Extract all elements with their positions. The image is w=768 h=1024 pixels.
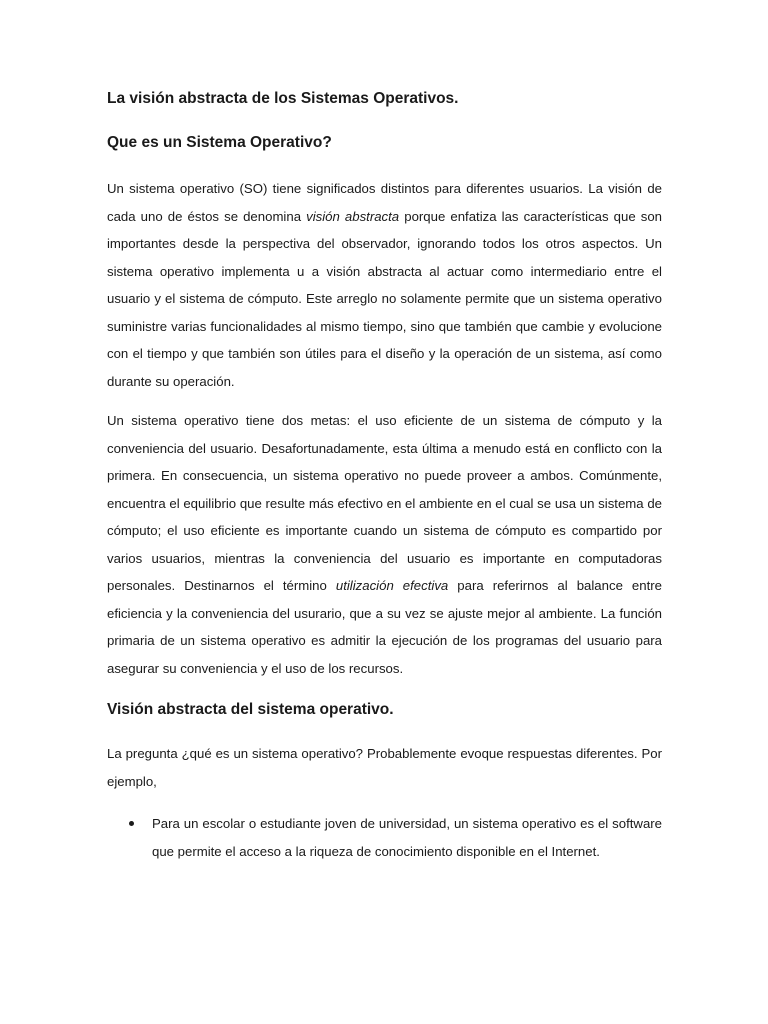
paragraph-goals — [107, 407, 662, 682]
section-heading-vision-abstracta: Visión abstracta del sistema operativo. — [107, 701, 394, 718]
paragraph-definition — [107, 175, 662, 395]
paragraph-question: La pregunta ¿qué es un sistema operativo? Probablemente evoque respuestas diferentes. Por ejemplo, — [107, 746, 662, 789]
emphasis-utilizacion-efectiva: utilización efectiva — [335, 578, 449, 593]
list-item — [107, 810, 662, 865]
paragraph-text: Un sistema operativo tiene dos metas: el uso eficiente de un sistema de cómputo y la conveniencia del usuario. Desafortunadamente, esta última a menudo está en conflicto con la primera. En consecuencia, un sistema operativo no puede proveer a ambos. Comúnmente, encuentra el equilibrio que resulte más efectivo en el ambiente en el cual se usa un sistema de cómputo; el uso eficiente es importante cuando un sistema de cómputo es compartido por varios usuarios, mientras la conveniencia del usuario es importante en computadoras personales. Destinarnos el término — [107, 413, 662, 593]
emphasis-vision-abstracta: visión abstracta — [306, 208, 400, 224]
list-item-text: Para un escolar o estudiante joven de universidad, un sistema operativo es el software que permite el acceso a la riqueza de conocimiento disponible en el Internet. — [152, 816, 662, 859]
paragraph-text: para referirnos al balance entre eficiencia y la conveniencia del usurario, que a su vez se ajuste mejor al ambiente. La función primaria de un sistema operativo es admitir la ejecución de los programas del usuario para asegurar su conveniencia y el uso de los recursos. — [107, 578, 662, 676]
paragraph-text: Un sistema operativo (SO) tiene significados distintos para diferentes usuarios. La visión de cada uno de éstos se denomina — [107, 181, 662, 224]
bullet-list — [107, 810, 662, 865]
document-title: La visión abstracta de los Sistemas Operativos. — [107, 90, 459, 107]
section-heading-que-es: Que es un Sistema Operativo? — [107, 134, 332, 151]
paragraph-text: porque enfatiza las características que son importantes desde la perspectiva del observador, ignorando todos los otros aspectos. Un sistema operativo implementa u a visión abstracta al actuar como intermediario entre el usuario y el sistema de cómputo. Este arreglo no solamente permite que un sistema operativo suministre varias funcionalidades al mismo tiempo, sino que también que cambie y evolucione con el tiempo y que también son útiles para el diseño y la operación de un sistema, así como durante su operación. — [107, 208, 663, 389]
bullet-dot-icon — [129, 821, 134, 826]
